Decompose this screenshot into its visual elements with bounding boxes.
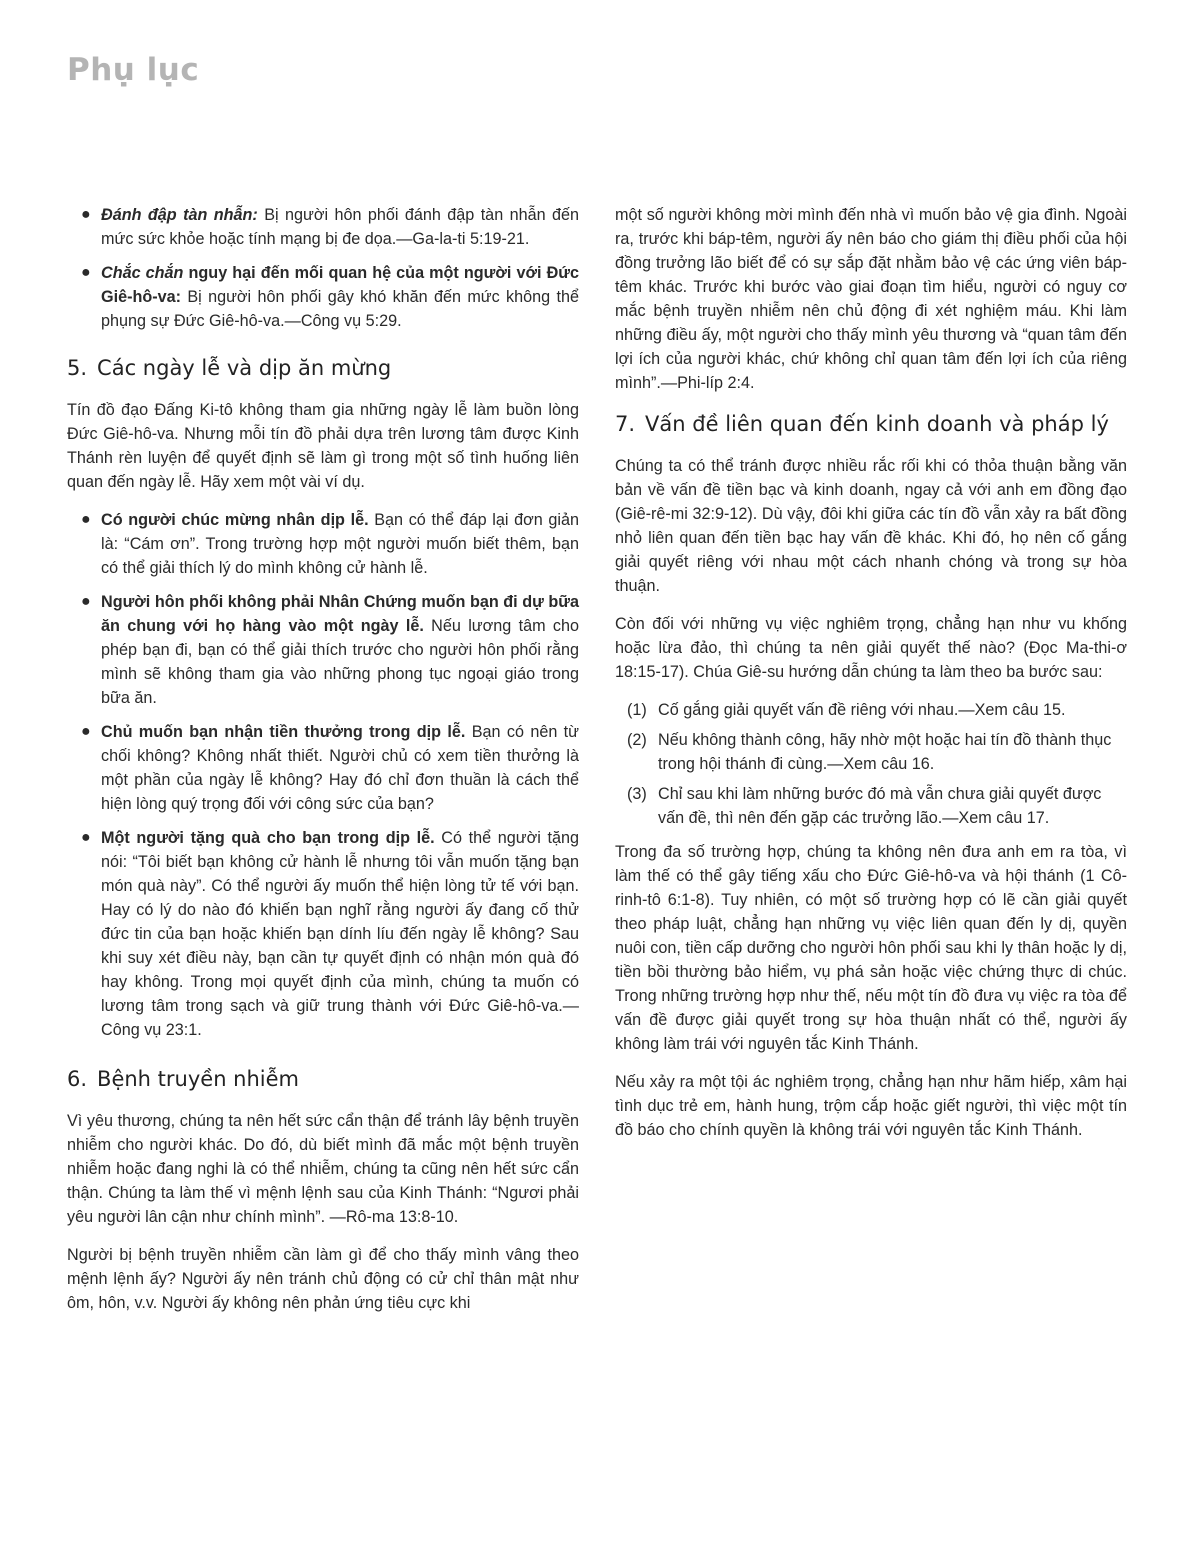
left-column — [67, 203, 579, 1329]
bullet-list-top — [67, 203, 579, 333]
bullet-icon: ● — [81, 723, 91, 740]
bullet-list-holidays — [67, 508, 579, 1042]
section-7-paragraph: Chúng ta có thể tránh được nhiều rắc rối khi có thỏa thuận bằng văn bản về vấn đề tiền bạc và kinh doanh, ngay cả với anh em đồng đạo (Giê-rê-mi 32:9-12). Dù vậy, đôi khi giữa các tín đồ vẫn xảy ra bất đồng nhỏ liên quan đến tiền bạc hay vấn đề khác. Khi đó, họ nên cố gắng giải quyết riêng với nhau một cách nhanh chóng và trong sự hòa thuận. — [615, 457, 1127, 595]
list-item: (3) Chỉ sau khi làm những bước đó mà vẫn chưa giải quyết được vấn đề, thì nên đến gặp các trưởng lão.—Xem câu 17. — [627, 785, 1102, 827]
section-5-intro: Tín đồ đạo Đấng Ki-tô không tham gia những ngày lễ làm buồn lòng Đức Giê-hô-va. Nhưng mỗi tín đồ phải dựa trên lương tâm được Kinh Thánh rèn luyện để quyết định sẽ làm gì trong một số tình huống liên quan đến ngày lễ. Hãy xem một vài ví dụ. — [67, 401, 579, 491]
continuation-paragraph: một số người không mời mình đến nhà vì muốn bảo vệ gia đình. Ngoài ra, trước khi báp-têm, người ấy nên báo cho giám thị điều phối của hội đồng trưởng lão biết để có sự sắp đặt nhằm bảo vệ các ứng viên báp-têm khác. Trước khi bước vào giai đoạn tìm hiểu, người có nguy cơ mắc bệnh truyền nhiễm nên chủ động đi xét nghiệm máu. Khi làm những điều ấy, một người cho thấy mình yêu thương và “quan tâm đến lợi ích của người khác, chứ không chỉ quan tâm đến lợi ích của riêng mình”.—Phi-líp 2:4. — [615, 206, 1127, 392]
list-item: ● Một người tặng quà cho bạn trong dịp lễ. Có thể người tặng nói: “Tôi biết bạn không cử hành lễ nhưng tôi vẫn muốn tặng bạn món quà này”. Có thể người ấy muốn thể hiện lòng tử tế với bạn. Hay có lý do nào đó khiến bạn nghĩ rằng người ấy đang cố thử đức tin của bạn hoặc khiến bạn dính líu đến ngày lễ không? Sau khi suy xét điều này, bạn cần tự quyết định có nhận món quà đó hay không. Trong mọi quyết định của mình, chúng ta muốn có lương tâm trong sạch và giữ trung thành với Đức Giê-hô-va.—Công vụ 23:1. — [67, 826, 579, 1042]
bullet-icon: ● — [81, 829, 91, 846]
bullet-icon: ● — [81, 264, 91, 281]
list-item: ● Có người chúc mừng nhân dịp lễ. Bạn có thể đáp lại đơn giản là: “Cám ơn”. Trong trường hợp một người muốn biết thêm, bạn có thể giải thích lý do mình không cử hành lễ. — [67, 508, 579, 580]
list-item: (2) Nếu không thành công, hãy nhờ một hoặc hai tín đồ thành thục trong hội thánh đi cùng.—Xem câu 16. — [627, 731, 1112, 773]
list-item: ● Đánh đập tàn nhẫn: Bị người hôn phối đánh đập tàn nhẫn đến mức sức khỏe hoặc tính mạng bị đe dọa.—Ga-la-ti 5:19-21. — [67, 203, 579, 251]
bullet-icon: ● — [81, 511, 91, 528]
list-item: ● Chủ muốn bạn nhận tiền thưởng trong dịp lễ. Bạn có nên từ chối không? Không nhất thiết. Người chủ có xem tiền thưởng là một phần của ngày lễ không? Hay đó chỉ đơn thuần là cách thể hiện lòng quý trọng đối với công sức của bạn? — [67, 720, 579, 816]
section-7-heading: 7. Vấn đề liên quan đến kinh doanh và pháp lý — [615, 412, 1109, 436]
section-7-paragraph: Nếu xảy ra một tội ác nghiêm trọng, chẳng hạn như hãm hiếp, xâm hại tình dục trẻ em, hành hung, trộm cắp hoặc giết người, thì việc một tín đồ báo cho chính quyền là không trái với nguyên tắc Kinh Thánh. — [615, 1073, 1127, 1139]
section-6-paragraph: Người bị bệnh truyền nhiễm cần làm gì để cho thấy mình vâng theo mệnh lệnh ấy? Người ấy nên tránh chủ động có cử chỉ thân mật như ôm, hôn, v.v. Người ấy không nên phản ứng tiêu cực khi — [67, 1246, 579, 1312]
bullet-icon: ● — [81, 206, 91, 223]
section-6-paragraph: Vì yêu thương, chúng ta nên hết sức cẩn thận để tránh lây bệnh truyền nhiễm cho người khác. Do đó, dù biết mình đã mắc một bệnh truyền nhiễm hoặc đang nghi là có thể nhiễm, chúng ta cũng nên hết sức cẩn thận. Chúng ta làm thế vì mệnh lệnh sau của Kinh Thánh: “Ngươi phải yêu người lân cận như chính mình”. —Rô-ma 13:8-10. — [67, 1112, 579, 1226]
section-7-paragraph: Còn đối với những vụ việc nghiêm trọng, chẳng hạn như vu khống hoặc lừa đảo, thì chúng ta nên giải quyết thế nào? (Đọc Ma-thi-ơ 18:15-17). Chúa Giê-su hướng dẫn chúng ta làm theo ba bước sau: — [615, 615, 1127, 681]
section-6-heading: 6. Bệnh truyền nhiễm — [67, 1067, 300, 1091]
list-item: ● Người hôn phối không phải Nhân Chứng muốn bạn đi dự bữa ăn chung với họ hàng vào một ngày lễ. Nếu lương tâm cho phép bạn đi, bạn có thể giải thích trước cho người hôn phối rằng mình sẽ không tham gia vào những phong tục ngoại giáo trong bữa ăn. — [67, 590, 579, 710]
page-title: Phụ lục — [67, 52, 200, 88]
section-7-paragraph: Trong đa số trường hợp, chúng ta không nên đưa anh em ra tòa, vì làm thế có thể gây tiếng xấu cho Đức Giê-hô-va và hội thánh (1 Cô-rinh-tô 6:1-8). Tuy nhiên, có một số trường hợp có lẽ cần giải quyết theo pháp luật, chẳng hạn những vụ việc liên quan đến ly dị, quyền nuôi con, tiền cấp dưỡng cho người hôn phối sau khi ly thân hoặc ly dị, tiền bồi thường bảo hiểm, vụ phá sản hoặc việc chứng thực di chúc. Trong những trường hợp như thế, nếu một tín đồ đưa vụ việc ra tòa để vấn đề được giải quyết trong sự hòa thuận nhất có thể, người ấy không làm trái với nguyên tắc Kinh Thánh. — [615, 843, 1127, 1053]
steps-list — [615, 698, 1127, 830]
list-item: (1) Cố gắng giải quyết vấn đề riêng với nhau.—Xem câu 15. — [627, 701, 1066, 719]
section-5-heading: 5. Các ngày lễ và dịp ăn mừng — [67, 356, 392, 380]
bullet-icon: ● — [81, 593, 91, 610]
list-item: ● Chắc chắn nguy hại đến mối quan hệ của một người với Đức Giê-hô-va: Bị người hôn phối gây khó khăn đến mức không thể phụng sự Đức Giê-hô-va.—Công vụ 5:29. — [67, 261, 579, 333]
right-column — [615, 203, 1127, 1156]
